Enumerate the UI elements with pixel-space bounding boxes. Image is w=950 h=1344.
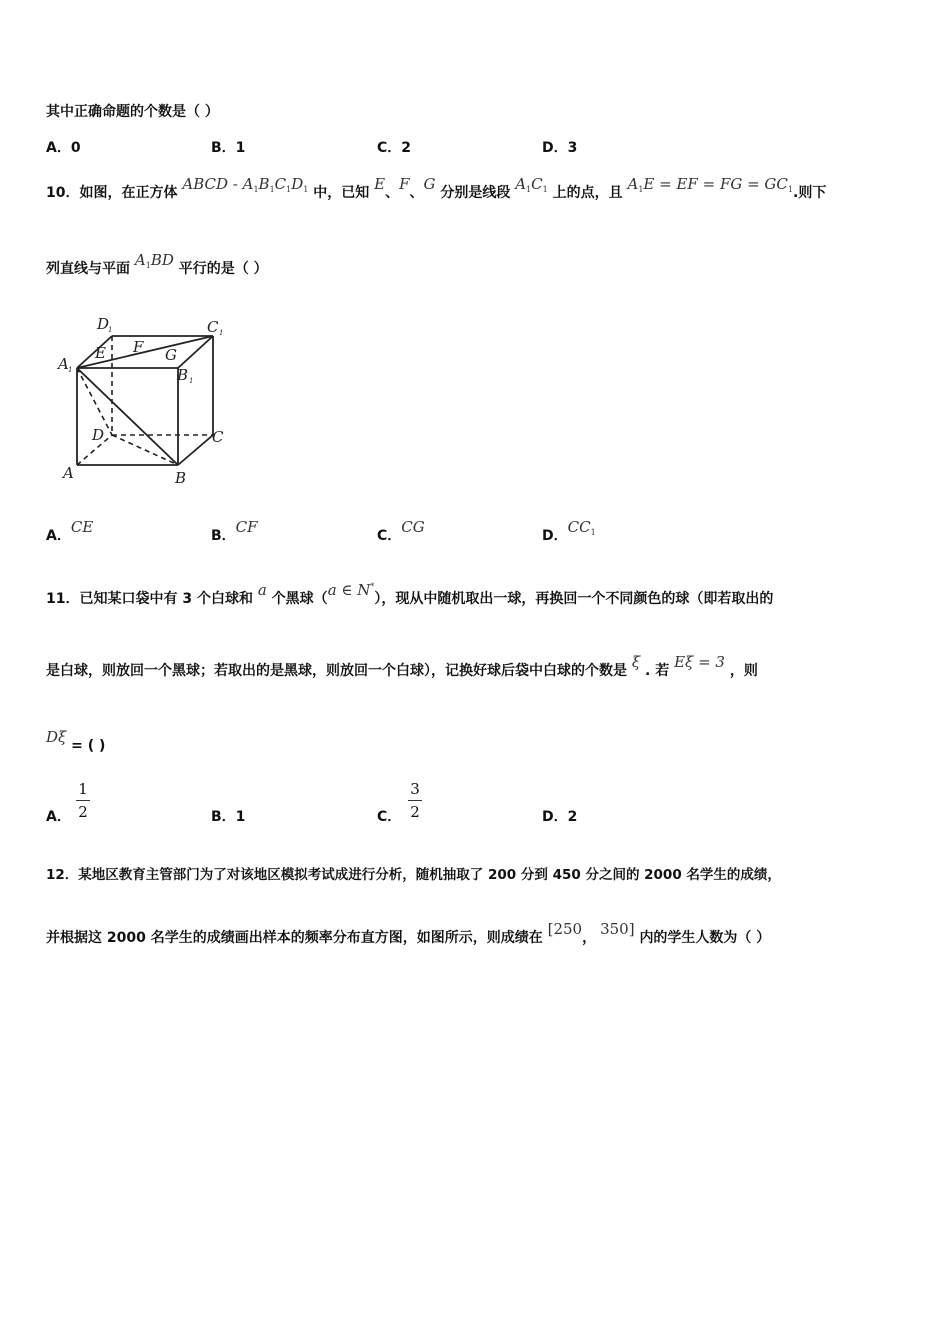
q11-option-c-frac [408,780,422,821]
q11-line2 [46,653,758,681]
label-c1-sub: 1 [219,329,224,337]
q12-interval-right: 350] [600,920,635,938]
cube-b: B [258,175,270,193]
label-b1: B [177,366,189,384]
plane-rest: BD [150,251,174,269]
q10-number: 10．如图，在正方体 [46,185,178,201]
q12-comma: ， [582,930,597,946]
q11-option-c-den: 2 [410,803,420,821]
label-d1-sub: 1 [108,326,113,334]
cube-sub2: 1 [269,185,275,194]
plane-a1bd [135,251,174,269]
q9-stem: 其中正确命题的个数是（ ） [46,104,219,120]
q11-cond [328,581,375,599]
label-e: E [95,344,106,362]
frac-bar [76,800,90,801]
point-e: E [374,175,386,193]
q11-l2-c: ，则 [729,663,758,679]
cube-sub1: 1 [253,185,259,194]
sep2: 、 [409,185,424,201]
diag-a1d-hidden [77,368,112,435]
q12-line1: 12．某地区教育主管部门为了对该地区模拟考试成进行分析，随机抽取了 200 分到 450 分之间的 2000 名学生的成绩， [46,867,781,883]
equality-expr [627,175,793,193]
q10-stem-line1 [46,175,827,205]
sep1: 、 [385,185,400,201]
q11-l1-a: 11．已知某口袋中有 3 个白球和 [46,591,253,607]
q12-l2-b: 内的学生人数为（ ） [639,930,771,946]
eq-a: A [627,175,639,193]
q11-option-c-letter: C． [377,809,402,825]
point-f: F [399,175,410,193]
q11-option-a-frac [76,780,90,821]
seg-a: A [515,175,527,193]
q12-interval-left: [250 [547,920,583,938]
q10-option-d-sub: 1 [590,528,596,537]
q10-stem-line2 [46,251,268,281]
q11-option-a-num: 1 [78,780,88,798]
q10-option-a-letter: A． [46,528,71,544]
segment-a1c1 [515,175,548,193]
q11-line1 [46,581,774,609]
q10-option-c-letter: C． [377,528,402,544]
diag-a1b [77,368,178,465]
plane-a: A [134,251,146,269]
q12-line2 [46,920,771,948]
cube-c: C [274,175,287,193]
q11-dxi: Dξ [46,728,67,746]
frac-bar [408,800,422,801]
q10-option-a [46,518,94,545]
edge-bc [178,435,213,465]
q10-cube-name [182,175,308,193]
q11-xi: ξ [631,653,641,671]
q10-option-d-letter: D． [542,528,568,544]
seg-sub2: 1 [542,185,548,194]
label-b: B [175,469,187,487]
label-d: D [92,426,105,444]
q11-l1-b: 个黑球（ [271,591,328,607]
cube-d: D [291,175,304,193]
q11-l2-b: . 若 [645,663,670,679]
q11-option-c-num: 3 [410,780,420,798]
cube-sub3: 1 [286,185,292,194]
q10-option-a-expr: CE [70,518,94,536]
q11-cond-sup: * [370,582,375,591]
q10-option-b-expr: CF [235,518,258,536]
q11-line3 [46,728,106,756]
seg-c: C [531,175,543,193]
cube-sub4: 1 [303,185,309,194]
q10-option-d [542,518,596,545]
q11-l2-a: 是白球，则放回一个黑球；若取出的是黑球，则放回一个白球），记换好球后袋中白球的个数是 [46,663,627,679]
label-a1: A [58,355,69,373]
label-b1-sub: 1 [189,377,194,385]
q10-text3: 上的点，且 [552,185,623,201]
diag-db-hidden [112,435,178,465]
label-a: A [63,464,74,482]
q10-line2-a: 列直线与平面 [46,261,130,277]
q10-text4: .则下 [793,185,827,201]
q11-option-a-den: 2 [78,803,88,821]
label-d1: D [97,315,110,333]
cube-figure [55,312,240,490]
eq-rest: E = EF = FG = GC [643,175,788,193]
q11-l3: = ( ) [71,738,106,754]
q10-text1: 中，已知 [313,185,370,201]
eq-sub2: 1 [787,185,793,194]
label-a1-sub: 1 [68,366,73,374]
q10-option-d-main: CC [567,518,591,536]
point-g: G [423,175,436,193]
q11-option-a-letter: A． [46,809,71,825]
q10-option-d-expr [568,518,596,536]
label-c: C [212,428,224,446]
q11-l1-c: ），现从中随机取出一球，再换回一个不同颜色的球（即若取出的 [374,591,774,607]
cube-label-part: ABCD - A [182,175,254,193]
q10-option-b-letter: B． [211,528,236,544]
label-g: G [165,346,177,364]
eq-sub1: 1 [638,185,644,194]
plane-sub: 1 [145,261,151,270]
q11-expectation: Eξ = 3 [674,653,725,671]
q9-option-c: C．2 [377,140,412,156]
q10-option-c [377,518,425,545]
q9-option-d: D．3 [542,140,578,156]
label-c1: C [207,318,219,336]
q10-line2-b: 平行的是（ ） [178,261,268,277]
q11-option-d: D．2 [542,809,578,825]
q11-var-a: a [257,581,267,599]
q9-option-b: B．1 [211,140,246,156]
q11-option-b: B．1 [211,809,246,825]
q10-text2: 分别是线段 [440,185,511,201]
label-f: F [133,338,144,356]
q10-option-c-expr: CG [401,518,425,536]
q10-option-b [211,518,258,545]
seg-sub1: 1 [526,185,532,194]
q12-l2-a: 并根据这 2000 名学生的成绩画出样本的频率分布直方图，如图所示，则成绩在 [46,930,543,946]
q9-option-a: A．0 [46,140,81,156]
q11-cond-main: a ∈ N [327,581,371,599]
